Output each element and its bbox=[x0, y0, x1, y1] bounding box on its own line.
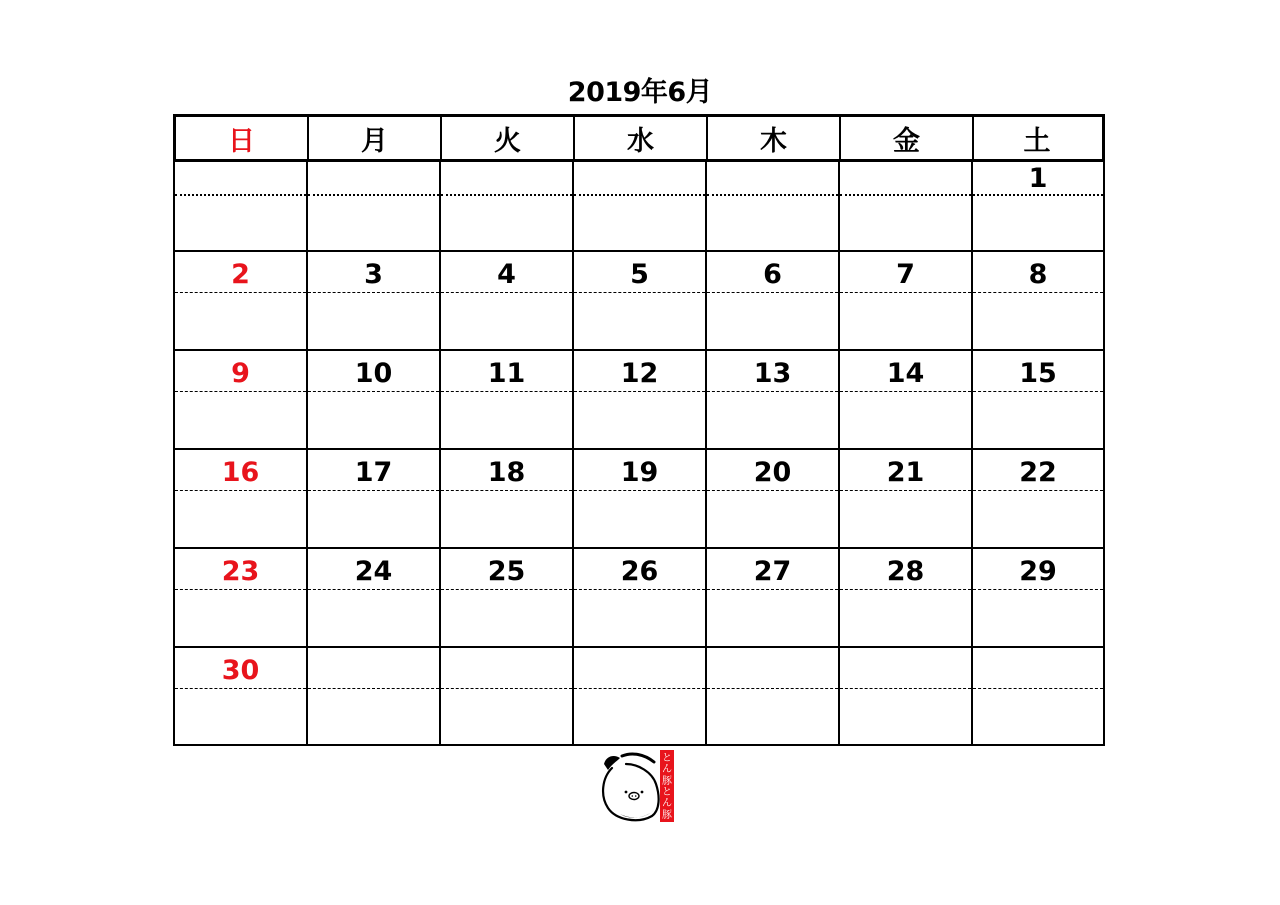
weekday-thursday: 木 bbox=[708, 117, 841, 159]
pig-mascot-icon bbox=[598, 750, 678, 824]
week-row bbox=[175, 351, 1103, 450]
day-cell bbox=[175, 252, 308, 349]
day-cell bbox=[973, 351, 1103, 448]
day-cell bbox=[175, 648, 308, 744]
calendar-body bbox=[173, 162, 1105, 746]
day-number: 23 bbox=[221, 556, 260, 587]
day-number: 13 bbox=[753, 358, 792, 389]
day-number: 6 bbox=[763, 259, 782, 290]
day-cell bbox=[707, 162, 840, 250]
day-number: 9 bbox=[231, 358, 250, 389]
svg-text:豚: 豚 bbox=[662, 810, 672, 821]
weekday-monday: 月 bbox=[309, 117, 442, 159]
day-cell bbox=[973, 450, 1103, 547]
day-cell bbox=[441, 252, 574, 349]
day-number: 17 bbox=[354, 457, 393, 488]
day-number: 24 bbox=[354, 556, 393, 587]
day-number: 10 bbox=[354, 358, 393, 389]
weekday-sunday: 日 bbox=[176, 117, 309, 159]
day-number: 20 bbox=[753, 457, 792, 488]
day-cell bbox=[574, 252, 707, 349]
day-cell bbox=[308, 351, 441, 448]
day-cell bbox=[574, 351, 707, 448]
day-number: 3 bbox=[364, 259, 383, 290]
day-number: 1 bbox=[1028, 163, 1048, 194]
day-cell bbox=[840, 162, 973, 250]
week-row bbox=[175, 252, 1103, 351]
day-number: 21 bbox=[886, 457, 925, 488]
day-number: 2 bbox=[231, 259, 250, 290]
day-cell bbox=[574, 648, 707, 744]
day-cell bbox=[441, 351, 574, 448]
svg-text:と: と bbox=[662, 753, 672, 764]
day-cell bbox=[441, 648, 574, 744]
day-cell bbox=[175, 549, 308, 646]
day-number: 8 bbox=[1028, 259, 1048, 290]
day-cell bbox=[574, 549, 707, 646]
day-cell bbox=[973, 162, 1103, 250]
svg-text:ん: ん bbox=[662, 798, 672, 809]
day-cell bbox=[840, 648, 973, 744]
day-number: 14 bbox=[886, 358, 925, 389]
day-cell bbox=[840, 450, 973, 547]
day-cell bbox=[840, 351, 973, 448]
day-number: 7 bbox=[896, 259, 915, 290]
week-row bbox=[175, 648, 1103, 746]
day-number: 25 bbox=[487, 556, 526, 587]
day-number: 29 bbox=[1019, 556, 1057, 587]
weekday-tuesday: 火 bbox=[442, 117, 575, 159]
svg-text:と: と bbox=[662, 787, 672, 798]
day-number: 12 bbox=[620, 358, 659, 389]
day-cell bbox=[308, 450, 441, 547]
svg-text:ん: ん bbox=[662, 764, 672, 775]
day-number: 28 bbox=[886, 556, 925, 587]
day-cell bbox=[175, 450, 308, 547]
day-cell bbox=[175, 351, 308, 448]
day-number: 27 bbox=[753, 556, 792, 587]
day-cell bbox=[707, 450, 840, 547]
day-cell bbox=[308, 648, 441, 744]
day-cell bbox=[707, 549, 840, 646]
weekday-wednesday: 水 bbox=[575, 117, 708, 159]
day-cell bbox=[441, 450, 574, 547]
day-cell bbox=[707, 351, 840, 448]
day-cell bbox=[308, 162, 441, 250]
weekday-friday: 金 bbox=[841, 117, 974, 159]
weekday-header bbox=[173, 114, 1105, 162]
weekday-saturday: 土 bbox=[1023, 125, 1051, 157]
day-cell bbox=[308, 549, 441, 646]
day-cell bbox=[840, 549, 973, 646]
day-number: 26 bbox=[620, 556, 659, 587]
day-number: 5 bbox=[630, 259, 649, 290]
week-row bbox=[175, 549, 1103, 648]
day-number: 19 bbox=[620, 457, 659, 488]
day-cell bbox=[175, 162, 308, 250]
day-cell bbox=[840, 252, 973, 349]
day-number: 18 bbox=[487, 457, 526, 488]
day-cell bbox=[973, 252, 1103, 349]
day-cell bbox=[574, 162, 707, 250]
week-row bbox=[175, 162, 1103, 252]
day-number: 15 bbox=[1019, 358, 1057, 389]
day-number: 16 bbox=[221, 457, 260, 488]
svg-text:豚: 豚 bbox=[662, 776, 672, 787]
day-number: 30 bbox=[221, 655, 260, 686]
day-cell bbox=[973, 549, 1103, 646]
day-cell bbox=[707, 252, 840, 349]
day-number: 22 bbox=[1019, 457, 1057, 488]
week-row bbox=[175, 450, 1103, 549]
day-cell bbox=[441, 162, 574, 250]
day-cell bbox=[707, 648, 840, 744]
calendar-grid bbox=[173, 114, 1105, 746]
calendar-title: 2019年6月 bbox=[567, 77, 713, 108]
day-cell bbox=[574, 450, 707, 547]
day-number: 11 bbox=[487, 358, 526, 389]
day-number: 4 bbox=[497, 259, 516, 290]
day-cell bbox=[441, 549, 574, 646]
day-cell bbox=[308, 252, 441, 349]
day-cell bbox=[973, 648, 1103, 744]
